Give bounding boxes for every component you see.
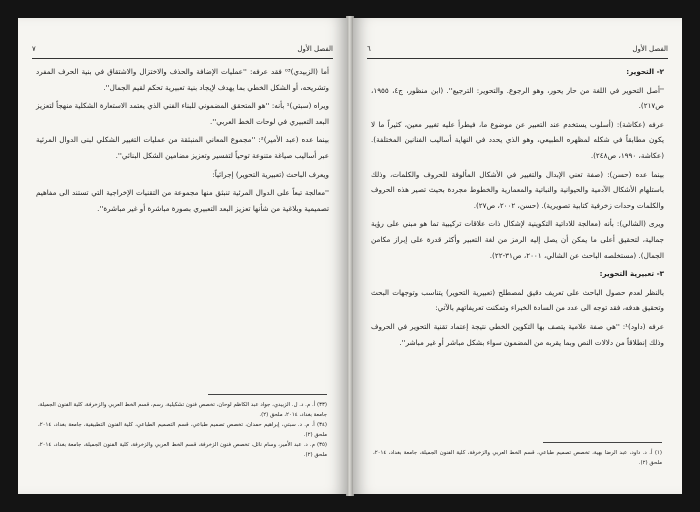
left-page [18, 18, 347, 494]
left-header-title: الفصل الأول [297, 45, 333, 53]
left-paragraph-4: ويعرف الباحث (تعبيرية التحوير) إجرائياً: [212, 169, 329, 179]
left-footnote-1: (٣٣) أ. م. د. ل. الزبيدي، جواد عبد الكاظم لوحان، تخصص فنون تشكيلية، رسم، قسم الخط العربي والزخرفة، كلية الفنون الجميلة، جامعة بغداد، ٢٠١٤، ملحق (٢). [38, 402, 327, 418]
right-header-title: الفصل الأول [632, 45, 668, 53]
left-header-rule [32, 58, 333, 59]
left-footnote-2: (٣٤) أ. م. د. سبتي، إبراهيم حمدان، تخصص تصميم طباعي، قسم التصميم الطباعي، كلية الفنون التطبيقية، جامعة بغداد، ٢٠١٤، ملحق (٢). [38, 422, 327, 438]
section-2-intro: ''أصل التحوير في اللغة من حار يحور، وهو الرجوع. والتحوير: الترجيع''. (ابن منظور، ج٤، ١٩٥٥، ص٢١٧). [371, 85, 664, 111]
left-footnotes [38, 400, 327, 460]
left-paragraph-2: ويراه (سبتي)¹ بأنه: ''هو المتحقق المضموني للبناء الفني الذي يعتمد الاستعارة الشكلية منهجاً لتعزيز البعد التعبيري في لوحات الخط العربي''. [36, 101, 329, 126]
right-header-rule [367, 58, 668, 59]
right-footnotes [373, 448, 662, 468]
right-page-header [367, 45, 668, 57]
right-page [353, 18, 682, 494]
section-3-heading: ٣- تعبيرية التحوير: [599, 269, 664, 279]
right-page-number: ٦ [367, 45, 371, 53]
right-paragraph-1: عرفه (عكاشة): (أسلوب يستخدم عند التعبير عن موضوع ما، فيطرأ عليه تغيير معين، كثيراً ما لا يكون مطابقاً في شكله لمظهره الطبيعي، وهو الذي يحدد في النهاية أساليب الفنانين المختلفة). (عكاشة، ١٩٩٠، ص٢٤٨). [371, 119, 664, 160]
section-2-heading: ٢- التحوير: [626, 67, 664, 76]
right-paragraph-3: ويرى (الشالي): بأنه (معالجة للاداتية التكوينية لإشكال ذات علاقات تركيبية تما هو مبني على رؤية جمالية، لتحقيق أعلى ما يمكن أن يصل إليه الرمز من لغة التعبير وأكثر قدرة على إبراز مكامن الجمال). (مستخلصه الباحث عن الشالي، ٢٠٠١، ص٣١-٢٢). [371, 219, 664, 260]
right-paragraph-2: بينما عده (حسن): (صفة تعني الإبدال والتغيير في الأشكال المألوفة للحروف والكلمات، وذلك باستلهام الأشكال الآدمية والحيوانية والنباتية والمعمارية والخطوط مجردة بحيث تصير هذه الحروف والكلمات وحدات زخرفية كتابية تصويرية). (حسن، ٢٠٠٢، ص٢٧). [371, 169, 664, 210]
left-footnote-3: (٣٥) م. د. عبد الأمير، وسام نائل، تخصص فنون الزخرفة، قسم الخط العربي والزخرفة، كلية الفنون الجميلة، جامعة بغداد، ٢٠١٤، ملحق (٢). [38, 442, 327, 458]
section-3-paragraph-1: بالنظر لعدم حصول الباحث على تعريف دقيق لمصطلح (تعبيرية التحوير) يتناسب وتوجهات البحث وتحقيق هدفه، فقد توجه الى عدد من السادة الخبراء وتمكنت تعريفاتهم بالآتي: [371, 287, 664, 313]
left-body-text [36, 64, 329, 219]
left-paragraph-3: بينما عده (عبد الأمير)²: ''مجموع المعاني المنبثقة من عمليات التغيير الشكلي لبنى الدوال المرئية عبر أساليب صياغة متنوعة توحياً لتفسير وتعزيز مضامين الشكل البنائي''. [36, 135, 329, 160]
left-paragraph-1: أما (الزبيدي)⁰³ فقد عرفه: ''عمليات الإضافة والحذف والاختزال والاشتقاق في بنية الحرف المفرد وتشريحه، أو الشكل الخطي بما يهدف لإيجاد بنية تعبيرية تحكم لقيم الجمال''. [36, 67, 329, 92]
section-3-paragraph-2: عرفه (داود)¹: ''هي صفة علامية يتصف بها التكوين الخطي نتيجة إعتماد تقنية التحوير في الحروف وذلك إنطلاقاً من دلالات النص وبما يقربه من المضمون سواء بشكل مباشر أو غير مباشر''. [371, 321, 664, 347]
right-footnote-rule [543, 442, 662, 443]
left-page-number: ٧ [32, 45, 36, 53]
right-footnote-1: (١) أ. د. داود، عبد الرضا بهية، تخصص تصميم طباعي، قسم الخط العربي والزخرفة، كلية الفنون الجميلة، جامعة بغداد، ٢٠١٤، ملحق (٢). [373, 450, 662, 466]
left-page-header [32, 45, 333, 57]
left-footnote-rule [208, 394, 327, 395]
right-body-text [371, 64, 664, 353]
left-paragraph-5: ''معالجة تبعاً على الدوال المرئية تنبثق منها مجموعة من التقنيات الإخراجية التي تستند الى مفاهيم تصميمية وبلاغية من شأنها تعزيز البعد التعبيري بصورة مباشرة أو غير مباشرة''. [36, 188, 329, 213]
